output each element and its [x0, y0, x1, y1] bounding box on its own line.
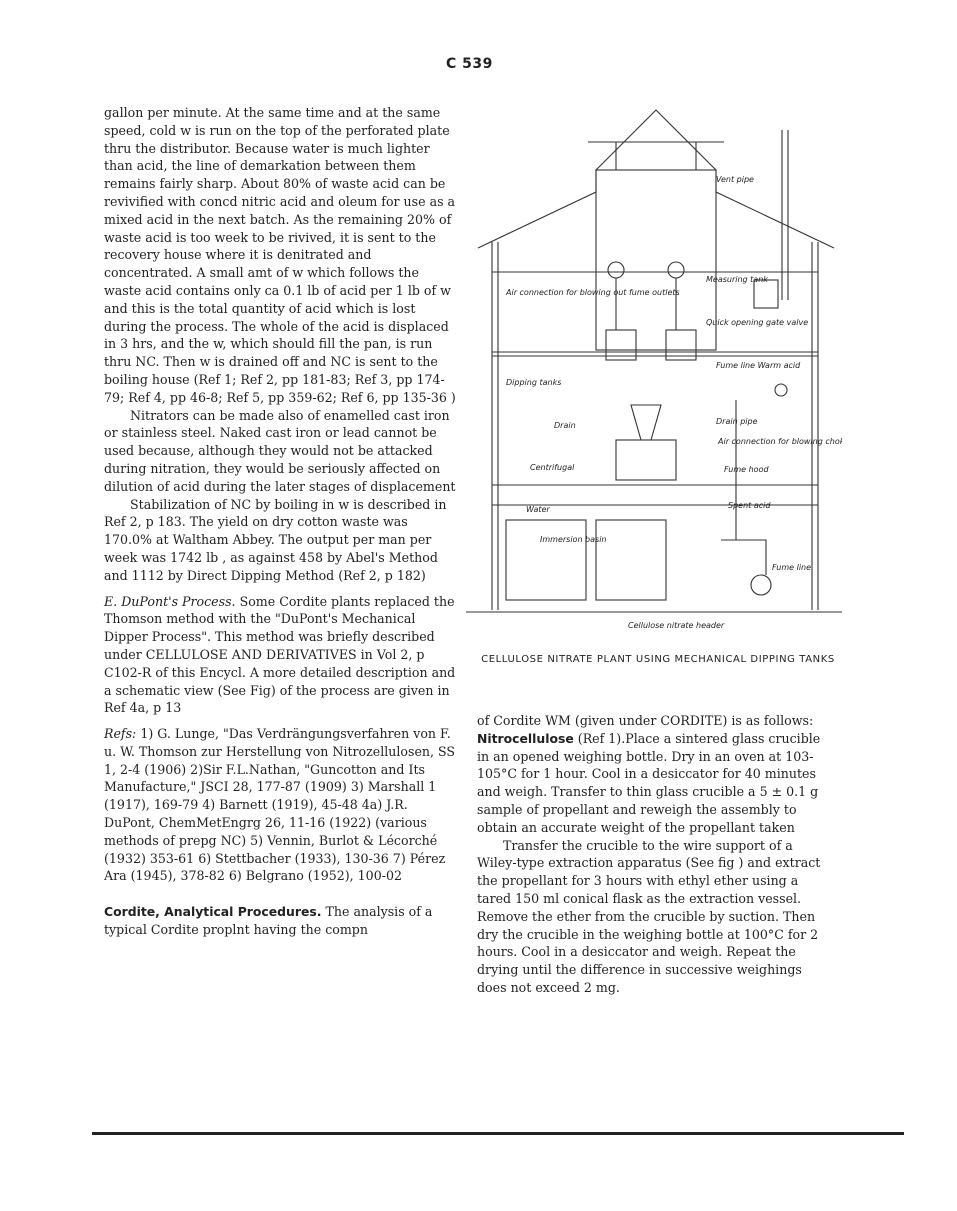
centrifugal-hopper — [631, 405, 661, 440]
dupont-text: Some Cordite plants replaced the Thomson method with the "DuPont's Mechanical Dipper Process". This method was briefly described under CELLULOSE AND DERIVATIVES in Vol 2, p C102-R of this Encycl. A more detailed description and a schematic view (See Fig) of the process are given in Ref 4a, p 13 — [104, 593, 456, 716]
refs-text: 1) G. Lunge, "Das Verdrängungsverfahren von F. u. W. Thomson zur Herstellung von Nitrozellulosen, SS 1, 2-4 (1906) 2)Sir F.L.Nathan, "Guncotton and Its Manufacture," JSCI 28, 177-87 (1909) 3) Marshall 1 (1917), 169-79 4) Barnett (1919), 45-48 4a) J.R. DuPont, ChemMetEngrg 26, 11-16 (1922) (various methods of prepg NC) 5) Vennin, Burlot & Lécorché (1932) 353-61 6) Stettbacher (1933), 130-36 7) Pérez Ara (1945), 378-82 6) Belgrano (1952), 100-02 — [104, 726, 456, 884]
label-header: Cellulose nitrate header — [628, 621, 725, 630]
page-number: C 539 — [446, 56, 493, 72]
bottom-rule — [92, 1132, 904, 1135]
label-air-chokes: Air connection for blowing chokes — [718, 437, 842, 446]
wheel-left — [608, 262, 624, 278]
label-quick-opening: Quick opening gate valve — [706, 318, 809, 327]
central-shaft — [596, 170, 716, 350]
immersion-basin — [596, 520, 666, 600]
label-spent-acid: Spent acid — [728, 501, 771, 510]
paragraph-dupont — [104, 593, 456, 718]
nc-text: (Ref 1).Place a sintered glass crucible in an opened weighing bottle. Dry in an oven at 103-105°C for 1 hour. Cool in a desiccator for 40 minutes and weigh. Transfer to thin glass crucible a 5 ± 0.1 g sample of propellant and reweigh the assembly to obtain an accurate weight of the propellant taken — [477, 730, 821, 835]
nc-heading: Nitrocellulose — [477, 730, 574, 746]
wheel-right — [668, 262, 684, 278]
figure-caption: CELLULOSE NITRATE PLANT USING MECHANICAL DIPPING TANKS — [481, 654, 835, 665]
paragraph-nitrocellulose — [477, 730, 822, 837]
references — [104, 725, 456, 885]
right-column — [477, 712, 822, 997]
refs-label: Refs: — [104, 726, 137, 742]
fume-line-pipe — [721, 540, 766, 575]
ground-tank — [506, 520, 586, 600]
label-dipping-tanks: Dipping tanks — [506, 378, 562, 387]
paragraph-extraction: Transfer the crucible to the wire support of a Wiley-type extraction apparatus (See fig ) and extract the propellant for 3 hours with ethyl ether using a tared 150 ml conical flask as the extraction vessel. Remove the ether from the crucible by suction. Then dry the crucible in the weighing bottle at 100°C for 2 hours. Cool in a desiccator and weigh. Repeat the drying until the difference in successive weighings does not exceed 2 mg. — [477, 837, 821, 995]
valve — [775, 384, 787, 396]
label-water: Water — [526, 505, 550, 514]
label-drain: Drain — [554, 421, 576, 430]
label-drain-pipe: Drain pipe — [716, 417, 758, 426]
paragraph-intro: of Cordite WM (given under CORDITE) is as follows: — [477, 713, 814, 728]
paragraph-displacement: gallon per minute. At the same time and at the same speed, cold w is run on the top of the perforated plate thru the distributor. Because water is much lighter than acid, the line of demarkation between them remains fairly sharp. About 80% of waste acid can be revivified with concd nitric acid and oleum for use as a mixed acid in the next batch. As the remaining 20% of waste acid is too week to be rivived, it is sent to the recovery house where it is denitrated and concentrated. A small amt of w which follows the waste acid contains only ca 0.1 lb of acid per 1 lb of w and this is the total quantity of acid which is lost during the process. The whole of the acid is displaced in 3 hrs, and the w, which should fill the pan, is run thru NC. Then w is drained off and NC is sent to the boiling house (Ref 1; Ref 2, pp 181-83; Ref 3, pp 174-79; Ref 4, pp 46-8; Ref 5, pp 359-62; Ref 6, pp 135-36 ) — [104, 105, 456, 405]
label-immersion-basin: Immersion basin — [540, 535, 607, 544]
label-fume-hood: Fume hood — [724, 465, 769, 474]
centrifugal — [616, 440, 676, 480]
paragraph-nitrators: Nitrators can be made also of enamelled cast iron or stainless steel. Naked cast iron or lead cannot be used because, although they would not be attacked during nitration, they would be seriously affected on dilution of acid during the later stages of displacement — [104, 407, 456, 494]
paragraph-cordite — [104, 903, 456, 939]
roof-top — [596, 110, 716, 170]
paragraph-stabilization: Stabilization of NC by boiling in w is described in Ref 2, p 183. The yield on dry cotton waste was 170.0% at Waltham Abbey. The output per man per week was 1742 lb , as against 458 by Abel's Method and 1112 by Direct Dipping Method (Ref 2, p 182) — [104, 496, 447, 583]
label-measuring-tank: Measuring tank — [706, 275, 768, 284]
cordite-text: The analysis of a typical Cordite proplnt having the compn — [104, 904, 433, 938]
cordite-heading: Cordite, Analytical Procedures. — [104, 904, 322, 920]
label-fume-line-warm: Fume line Warm acid — [716, 361, 801, 370]
pump — [751, 575, 771, 595]
label-air-connection: Air connection for blowing out fume outlets — [506, 288, 680, 297]
dupont-heading: E. DuPont's Process. — [104, 593, 236, 609]
label-fume-line: Fume line — [772, 563, 812, 572]
label-vent-pipe: Vent pipe — [716, 175, 754, 184]
measuring-tank — [754, 280, 778, 308]
plant-diagram — [466, 100, 842, 648]
left-column — [104, 104, 456, 939]
plant-drawing — [466, 100, 842, 648]
label-centrifugal: Centrifugal — [530, 463, 575, 472]
roof-left — [478, 170, 596, 248]
